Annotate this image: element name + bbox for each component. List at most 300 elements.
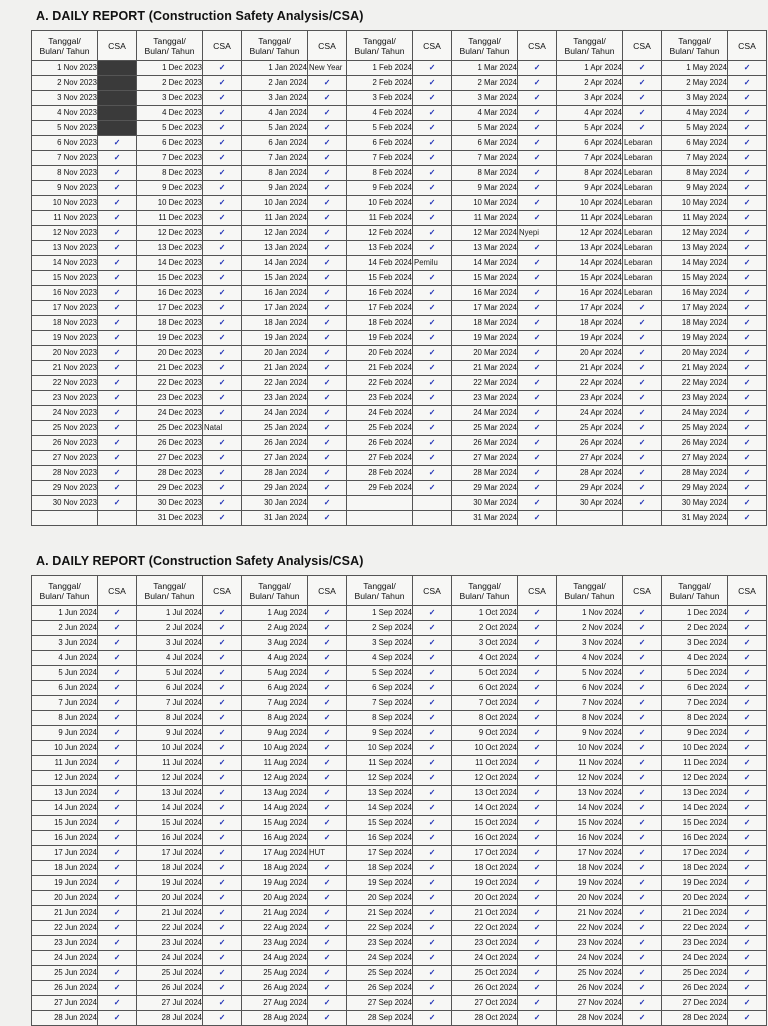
date-cell: 24 Jul 2024 <box>137 951 203 966</box>
header-date-line: Bulan/ Tahun <box>564 45 615 56</box>
date-cell: 19 Mar 2024 <box>452 331 518 346</box>
date-cell: 29 Dec 2023 <box>137 481 203 496</box>
date-cell: 9 Jul 2024 <box>137 726 203 741</box>
check-icon: ✓ <box>518 1011 557 1026</box>
date-cell: 16 Dec 2024 <box>662 831 728 846</box>
table-row <box>32 226 767 241</box>
column-header-csa: CSA <box>518 31 557 61</box>
csa-cell: Lebaran <box>623 211 662 226</box>
check-icon: ✓ <box>98 316 137 331</box>
table-row <box>32 181 767 196</box>
check-icon: ✓ <box>308 241 347 256</box>
date-cell: 25 Nov 2023 <box>32 421 98 436</box>
date-cell: 23 Mar 2024 <box>452 391 518 406</box>
date-cell: 13 Nov 2023 <box>32 241 98 256</box>
date-cell: 21 May 2024 <box>662 361 728 376</box>
date-cell: 25 Sep 2024 <box>347 966 413 981</box>
date-cell: 5 Dec 2024 <box>662 666 728 681</box>
check-icon: ✓ <box>728 361 767 376</box>
check-icon: ✓ <box>518 241 557 256</box>
check-icon: ✓ <box>623 451 662 466</box>
date-cell: 9 Feb 2024 <box>347 181 413 196</box>
date-cell: 24 Nov 2023 <box>32 406 98 421</box>
check-icon: ✓ <box>308 891 347 906</box>
check-icon: ✓ <box>623 496 662 511</box>
check-icon: ✓ <box>203 181 242 196</box>
date-cell: 2 Jan 2024 <box>242 76 308 91</box>
check-icon: ✓ <box>308 786 347 801</box>
check-icon: ✓ <box>518 951 557 966</box>
check-icon: ✓ <box>728 831 767 846</box>
date-cell: 23 Oct 2024 <box>452 936 518 951</box>
date-cell: 10 Jul 2024 <box>137 741 203 756</box>
date-cell: 23 Nov 2023 <box>32 391 98 406</box>
date-cell: 11 Dec 2023 <box>137 211 203 226</box>
date-cell: 20 Jan 2024 <box>242 346 308 361</box>
date-cell: 11 Sep 2024 <box>347 756 413 771</box>
column-header-csa: CSA <box>728 576 767 606</box>
date-cell: 5 Jun 2024 <box>32 666 98 681</box>
check-icon: ✓ <box>98 196 137 211</box>
table-header <box>32 31 767 61</box>
table-row <box>32 451 767 466</box>
column-header-date <box>242 31 308 61</box>
date-cell: 4 Nov 2023 <box>32 106 98 121</box>
header-date-line: Tanggal/ <box>573 35 606 46</box>
column-header-csa: CSA <box>728 31 767 61</box>
date-cell: 9 Dec 2023 <box>137 181 203 196</box>
date-cell: 22 May 2024 <box>662 376 728 391</box>
check-icon: ✓ <box>308 346 347 361</box>
check-icon: ✓ <box>518 906 557 921</box>
check-icon: ✓ <box>203 196 242 211</box>
date-cell: 3 Jul 2024 <box>137 636 203 651</box>
date-cell: 8 Jun 2024 <box>32 711 98 726</box>
date-cell: 16 Dec 2023 <box>137 286 203 301</box>
check-icon: ✓ <box>308 681 347 696</box>
date-cell: 20 Sep 2024 <box>347 891 413 906</box>
header-date-line: Bulan/ Tahun <box>39 590 90 601</box>
check-icon: ✓ <box>308 391 347 406</box>
check-icon: ✓ <box>413 651 452 666</box>
date-cell: 30 Dec 2023 <box>137 496 203 511</box>
date-cell: 5 Dec 2023 <box>137 121 203 136</box>
check-icon: ✓ <box>518 696 557 711</box>
check-icon: ✓ <box>203 726 242 741</box>
check-icon: ✓ <box>413 696 452 711</box>
date-cell: 14 Feb 2024 <box>347 256 413 271</box>
check-icon: ✓ <box>203 666 242 681</box>
check-icon: ✓ <box>98 801 137 816</box>
date-cell: 26 Sep 2024 <box>347 981 413 996</box>
check-icon: ✓ <box>98 286 137 301</box>
table-row <box>32 406 767 421</box>
check-icon: ✓ <box>308 421 347 436</box>
check-icon: ✓ <box>518 636 557 651</box>
check-icon: ✓ <box>518 981 557 996</box>
check-icon: ✓ <box>98 181 137 196</box>
date-cell: 18 Jan 2024 <box>242 316 308 331</box>
column-header-csa: CSA <box>308 31 347 61</box>
date-cell: 3 Oct 2024 <box>452 636 518 651</box>
date-cell: 25 Jun 2024 <box>32 966 98 981</box>
date-cell: 26 Oct 2024 <box>452 981 518 996</box>
check-icon: ✓ <box>728 481 767 496</box>
check-icon: ✓ <box>518 346 557 361</box>
date-cell: 16 Mar 2024 <box>452 286 518 301</box>
check-icon: ✓ <box>203 741 242 756</box>
table-row <box>32 151 767 166</box>
date-cell: 6 Aug 2024 <box>242 681 308 696</box>
date-cell: 1 Dec 2024 <box>662 606 728 621</box>
section-title: A. DAILY REPORT (Construction Safety Analysis/CSA) <box>36 554 364 568</box>
table-row <box>32 936 767 951</box>
date-cell: 15 Apr 2024 <box>557 271 623 286</box>
check-icon: ✓ <box>728 376 767 391</box>
date-cell: 22 Nov 2023 <box>32 376 98 391</box>
date-cell: 5 Nov 2023 <box>32 121 98 136</box>
date-cell: 12 May 2024 <box>662 226 728 241</box>
check-icon: ✓ <box>413 831 452 846</box>
check-icon: ✓ <box>203 1011 242 1026</box>
column-header-date <box>32 576 98 606</box>
check-icon: ✓ <box>203 166 242 181</box>
date-cell: 1 Mar 2024 <box>452 61 518 76</box>
header-date-line: Bulan/ Tahun <box>459 45 510 56</box>
date-cell: 25 Jan 2024 <box>242 421 308 436</box>
column-header-date <box>347 31 413 61</box>
check-icon: ✓ <box>623 831 662 846</box>
check-icon: ✓ <box>413 951 452 966</box>
date-cell: 11 Mar 2024 <box>452 211 518 226</box>
check-icon: ✓ <box>308 496 347 511</box>
check-icon: ✓ <box>518 996 557 1011</box>
check-icon: ✓ <box>308 771 347 786</box>
date-cell: 9 Aug 2024 <box>242 726 308 741</box>
date-cell: 13 Dec 2024 <box>662 786 728 801</box>
date-cell: 27 Nov 2023 <box>32 451 98 466</box>
check-icon: ✓ <box>728 861 767 876</box>
check-icon: ✓ <box>203 301 242 316</box>
date-cell: 15 Mar 2024 <box>452 271 518 286</box>
check-icon: ✓ <box>203 61 242 76</box>
csa-cell-blocked <box>98 91 137 106</box>
date-cell: 4 Mar 2024 <box>452 106 518 121</box>
check-icon: ✓ <box>518 876 557 891</box>
check-icon: ✓ <box>518 256 557 271</box>
date-cell: 24 Dec 2023 <box>137 406 203 421</box>
check-icon: ✓ <box>98 906 137 921</box>
table-row <box>32 61 767 76</box>
check-icon: ✓ <box>413 181 452 196</box>
check-icon: ✓ <box>728 756 767 771</box>
check-icon: ✓ <box>728 681 767 696</box>
check-icon: ✓ <box>308 1011 347 1026</box>
date-cell: 7 Mar 2024 <box>452 151 518 166</box>
check-icon: ✓ <box>98 421 137 436</box>
date-cell: 8 Aug 2024 <box>242 711 308 726</box>
check-icon: ✓ <box>623 891 662 906</box>
header-date-line: Tanggal/ <box>363 35 396 46</box>
check-icon: ✓ <box>98 226 137 241</box>
date-cell: 13 Dec 2023 <box>137 241 203 256</box>
check-icon: ✓ <box>308 76 347 91</box>
date-cell: 8 Mar 2024 <box>452 166 518 181</box>
check-icon: ✓ <box>728 406 767 421</box>
check-icon: ✓ <box>308 636 347 651</box>
check-icon: ✓ <box>98 936 137 951</box>
check-icon: ✓ <box>308 106 347 121</box>
check-icon: ✓ <box>518 966 557 981</box>
table-row <box>32 346 767 361</box>
check-icon: ✓ <box>728 196 767 211</box>
check-icon: ✓ <box>518 666 557 681</box>
header-date-line: Tanggal/ <box>153 580 186 591</box>
check-icon: ✓ <box>728 786 767 801</box>
check-icon: ✓ <box>728 741 767 756</box>
check-icon: ✓ <box>98 481 137 496</box>
date-cell: 18 Dec 2023 <box>137 316 203 331</box>
date-cell: 23 Aug 2024 <box>242 936 308 951</box>
date-cell: 22 Apr 2024 <box>557 376 623 391</box>
check-icon: ✓ <box>413 136 452 151</box>
csa-cell-blocked <box>98 61 137 76</box>
date-cell: 18 Jul 2024 <box>137 861 203 876</box>
check-icon: ✓ <box>518 816 557 831</box>
date-cell: 11 Nov 2023 <box>32 211 98 226</box>
table-row <box>32 666 767 681</box>
column-header-csa: CSA <box>308 576 347 606</box>
date-cell: 16 Nov 2024 <box>557 831 623 846</box>
date-cell: 28 Jun 2024 <box>32 1011 98 1026</box>
table-row <box>32 651 767 666</box>
check-icon: ✓ <box>308 181 347 196</box>
check-icon: ✓ <box>308 726 347 741</box>
csa-cell: Natal <box>203 421 242 436</box>
date-cell: 16 Jul 2024 <box>137 831 203 846</box>
date-cell: 19 Nov 2023 <box>32 331 98 346</box>
check-icon: ✓ <box>98 771 137 786</box>
check-icon: ✓ <box>413 406 452 421</box>
date-cell: 14 Dec 2023 <box>137 256 203 271</box>
check-icon: ✓ <box>413 226 452 241</box>
check-icon: ✓ <box>728 436 767 451</box>
check-icon: ✓ <box>98 636 137 651</box>
check-icon: ✓ <box>518 496 557 511</box>
check-icon: ✓ <box>203 651 242 666</box>
date-cell: 17 Dec 2024 <box>662 846 728 861</box>
check-icon: ✓ <box>308 226 347 241</box>
date-cell: 15 Jul 2024 <box>137 816 203 831</box>
table-row <box>32 511 767 526</box>
header-date-line: Bulan/ Tahun <box>669 45 720 56</box>
check-icon: ✓ <box>203 241 242 256</box>
check-icon: ✓ <box>518 786 557 801</box>
check-icon: ✓ <box>728 801 767 816</box>
date-cell: 3 Nov 2023 <box>32 91 98 106</box>
date-cell: 27 Jul 2024 <box>137 996 203 1011</box>
check-icon: ✓ <box>518 211 557 226</box>
check-icon: ✓ <box>203 361 242 376</box>
column-header-date <box>662 31 728 61</box>
date-cell: 27 Sep 2024 <box>347 996 413 1011</box>
date-cell: 27 May 2024 <box>662 451 728 466</box>
date-cell: 7 Oct 2024 <box>452 696 518 711</box>
date-cell: 26 Dec 2023 <box>137 436 203 451</box>
date-cell <box>32 511 98 526</box>
date-cell: 8 Dec 2024 <box>662 711 728 726</box>
check-icon: ✓ <box>518 861 557 876</box>
check-icon: ✓ <box>203 786 242 801</box>
table-row <box>32 376 767 391</box>
date-cell: 17 Jul 2024 <box>137 846 203 861</box>
date-cell: 4 Oct 2024 <box>452 651 518 666</box>
column-header-date <box>32 31 98 61</box>
date-cell: 4 Jun 2024 <box>32 651 98 666</box>
date-cell: 20 Oct 2024 <box>452 891 518 906</box>
date-cell: 28 Feb 2024 <box>347 466 413 481</box>
date-cell: 29 Apr 2024 <box>557 481 623 496</box>
date-cell: 5 Feb 2024 <box>347 121 413 136</box>
check-icon: ✓ <box>413 61 452 76</box>
csa-cell-blocked <box>98 76 137 91</box>
check-icon: ✓ <box>413 801 452 816</box>
date-cell: 17 Nov 2023 <box>32 301 98 316</box>
check-icon: ✓ <box>203 271 242 286</box>
date-cell: 24 Nov 2024 <box>557 951 623 966</box>
check-icon: ✓ <box>98 376 137 391</box>
check-icon: ✓ <box>413 906 452 921</box>
check-icon: ✓ <box>413 211 452 226</box>
table-row <box>32 256 767 271</box>
date-cell: 24 Jun 2024 <box>32 951 98 966</box>
date-cell: 3 Jan 2024 <box>242 91 308 106</box>
table-row <box>32 391 767 406</box>
check-icon: ✓ <box>413 786 452 801</box>
date-cell: 12 Jan 2024 <box>242 226 308 241</box>
date-cell: 17 Apr 2024 <box>557 301 623 316</box>
table-row <box>32 301 767 316</box>
check-icon: ✓ <box>413 451 452 466</box>
check-icon: ✓ <box>203 316 242 331</box>
check-icon: ✓ <box>98 331 137 346</box>
check-icon: ✓ <box>728 921 767 936</box>
date-cell: 22 Sep 2024 <box>347 921 413 936</box>
check-icon: ✓ <box>203 951 242 966</box>
date-cell: 12 Oct 2024 <box>452 771 518 786</box>
check-icon: ✓ <box>308 301 347 316</box>
date-cell: 18 Feb 2024 <box>347 316 413 331</box>
date-cell: 24 Dec 2024 <box>662 951 728 966</box>
date-cell: 20 Jul 2024 <box>137 891 203 906</box>
date-cell: 6 Oct 2024 <box>452 681 518 696</box>
date-cell: 14 Mar 2024 <box>452 256 518 271</box>
csa-report-table-2 <box>31 575 767 1026</box>
header-date-line: Bulan/ Tahun <box>354 45 405 56</box>
date-cell: 9 Oct 2024 <box>452 726 518 741</box>
date-cell: 20 Apr 2024 <box>557 346 623 361</box>
date-cell: 30 Jan 2024 <box>242 496 308 511</box>
check-icon: ✓ <box>308 121 347 136</box>
check-icon: ✓ <box>203 861 242 876</box>
date-cell: 12 Nov 2024 <box>557 771 623 786</box>
date-cell: 14 Dec 2024 <box>662 801 728 816</box>
check-icon: ✓ <box>623 651 662 666</box>
date-cell: 19 Sep 2024 <box>347 876 413 891</box>
check-icon: ✓ <box>518 61 557 76</box>
check-icon: ✓ <box>203 346 242 361</box>
check-icon: ✓ <box>623 636 662 651</box>
date-cell: 19 Jun 2024 <box>32 876 98 891</box>
date-cell: 8 Dec 2023 <box>137 166 203 181</box>
csa-cell: Lebaran <box>623 151 662 166</box>
check-icon: ✓ <box>518 361 557 376</box>
check-icon: ✓ <box>728 106 767 121</box>
check-icon: ✓ <box>518 151 557 166</box>
column-header-csa: CSA <box>98 576 137 606</box>
check-icon: ✓ <box>203 891 242 906</box>
date-cell: 27 Feb 2024 <box>347 451 413 466</box>
check-icon: ✓ <box>203 996 242 1011</box>
date-cell: 11 Oct 2024 <box>452 756 518 771</box>
date-cell: 8 Sep 2024 <box>347 711 413 726</box>
date-cell: 31 May 2024 <box>662 511 728 526</box>
check-icon: ✓ <box>203 286 242 301</box>
check-icon: ✓ <box>308 861 347 876</box>
check-icon: ✓ <box>413 666 452 681</box>
check-icon: ✓ <box>728 876 767 891</box>
check-icon: ✓ <box>98 621 137 636</box>
date-cell: 15 Oct 2024 <box>452 816 518 831</box>
date-cell: 27 Nov 2024 <box>557 996 623 1011</box>
header-date-line: Bulan/ Tahun <box>354 590 405 601</box>
date-cell: 15 Jan 2024 <box>242 271 308 286</box>
column-header-date <box>452 31 518 61</box>
date-cell: 2 Dec 2024 <box>662 621 728 636</box>
check-icon: ✓ <box>728 606 767 621</box>
date-cell: 2 May 2024 <box>662 76 728 91</box>
csa-cell: Nyepi <box>518 226 557 241</box>
date-cell: 30 May 2024 <box>662 496 728 511</box>
date-cell: 3 Apr 2024 <box>557 91 623 106</box>
date-cell: 18 Mar 2024 <box>452 316 518 331</box>
date-cell: 21 Sep 2024 <box>347 906 413 921</box>
date-cell: 27 Mar 2024 <box>452 451 518 466</box>
date-cell: 15 Sep 2024 <box>347 816 413 831</box>
check-icon: ✓ <box>413 966 452 981</box>
date-cell: 19 Nov 2024 <box>557 876 623 891</box>
date-cell: 9 May 2024 <box>662 181 728 196</box>
date-cell: 25 Mar 2024 <box>452 421 518 436</box>
check-icon: ✓ <box>98 211 137 226</box>
check-icon: ✓ <box>413 301 452 316</box>
date-cell <box>347 511 413 526</box>
date-cell: 11 Nov 2024 <box>557 756 623 771</box>
date-cell: 4 Jul 2024 <box>137 651 203 666</box>
check-icon: ✓ <box>308 451 347 466</box>
check-icon: ✓ <box>623 696 662 711</box>
check-icon: ✓ <box>308 271 347 286</box>
date-cell: 27 Oct 2024 <box>452 996 518 1011</box>
table-row <box>32 966 767 981</box>
table-row <box>32 271 767 286</box>
check-icon: ✓ <box>98 651 137 666</box>
check-icon: ✓ <box>98 166 137 181</box>
date-cell: 8 Jan 2024 <box>242 166 308 181</box>
check-icon: ✓ <box>623 76 662 91</box>
check-icon: ✓ <box>413 741 452 756</box>
check-icon: ✓ <box>623 801 662 816</box>
